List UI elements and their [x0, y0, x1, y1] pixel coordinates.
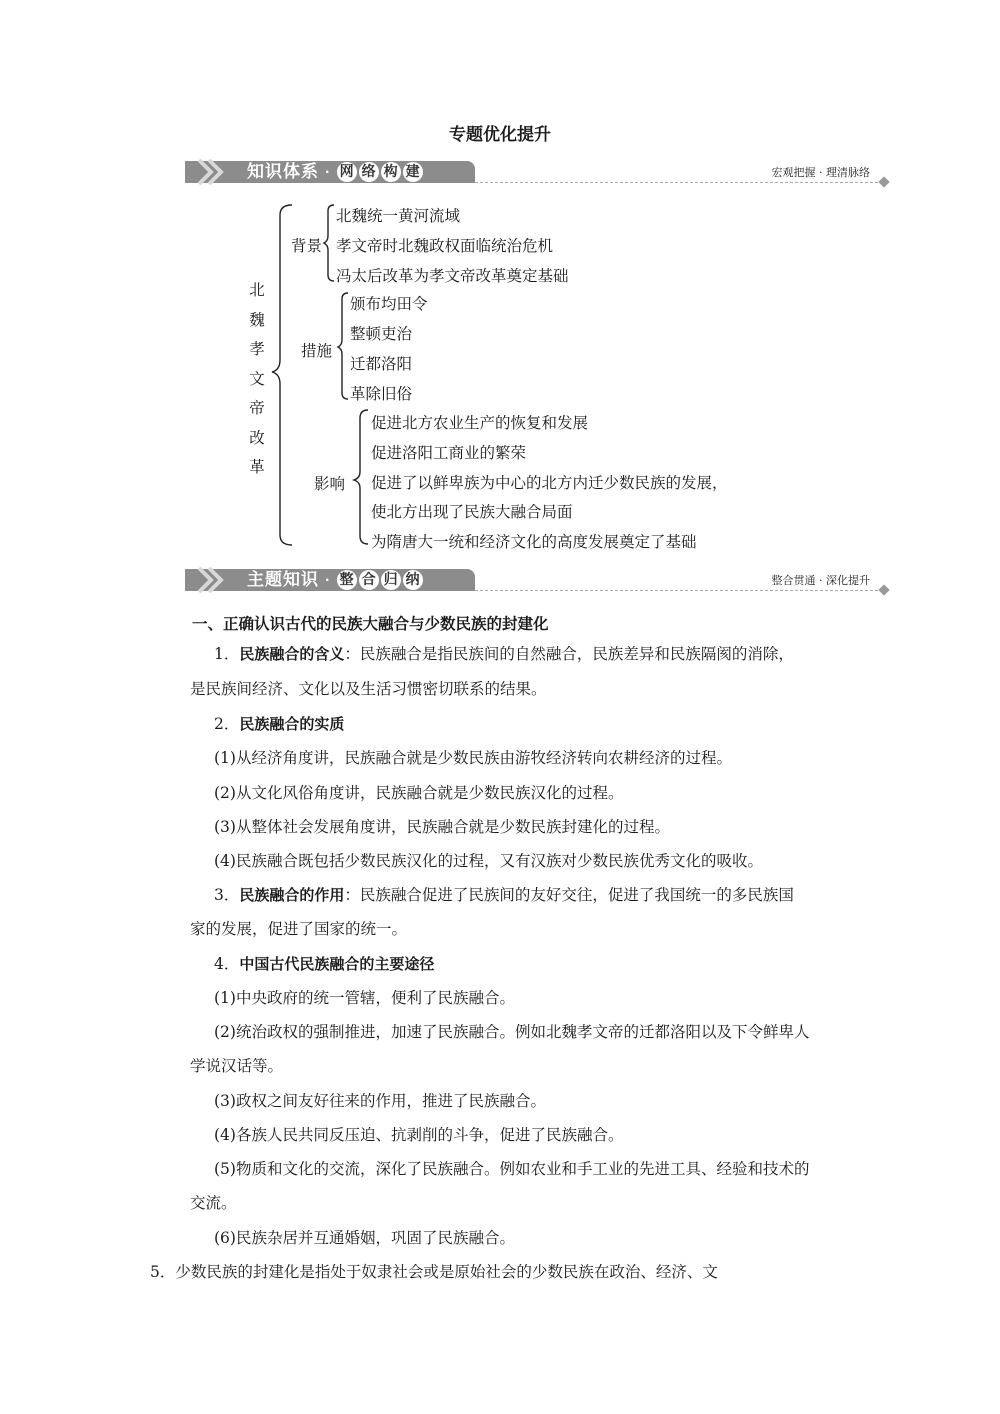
- list-item: (1)从经济角度讲，民族融合就是少数民族由游牧经济转向农耕经济的过程。: [214, 749, 732, 767]
- root-char: 改: [249, 428, 265, 447]
- brace-influence: [354, 410, 368, 544]
- root-char: 文: [249, 369, 265, 388]
- brace-measures: [338, 293, 348, 399]
- list-item: (6)民族杂居并互通婚姻，巩固了民族融合。: [214, 1229, 515, 1247]
- root-char: 帝: [249, 399, 265, 417]
- branch-item: 促进北方农业生产的恢复和发展: [371, 414, 589, 432]
- paragraph-1-cont: 是民族间经济、文化以及生活习惯密切联系的结果。: [190, 680, 547, 698]
- item-text: ：民族融合是指民族间的自然融合，民族差异和民族隔阂的消除，: [344, 645, 794, 663]
- circled-char: 合: [359, 570, 379, 590]
- paragraph-5: 5．少数民族的封建化是指处于奴隶社会或是原始社会的少数民族在政治、经济、文: [150, 1263, 718, 1281]
- section-banner-theme-knowledge: [185, 566, 890, 596]
- paragraph-1: [214, 646, 884, 663]
- banner-title: [247, 569, 425, 591]
- circled-char: 归: [381, 570, 401, 590]
- branch-label-influence: 影响: [314, 475, 346, 493]
- branch-label-background: 背景: [291, 237, 323, 255]
- banner-subtitle: 整合贯通 · 深化提升: [771, 574, 870, 587]
- item-title: 中国古代民族融合的主要途径: [239, 955, 435, 973]
- root-char: 魏: [249, 310, 265, 329]
- branch-item: 使北方出现了民族大融合局面: [371, 503, 573, 521]
- list-item: (5)物质和文化的交流，深化了民族融合。例如农业和手工业的先进工具、经验和技术的: [214, 1160, 810, 1178]
- list-item: (3)政权之间友好往来的作用，推进了民族融合。: [214, 1092, 546, 1110]
- list-item: (2)统治政权的强制推进，加速了民族融合。例如北魏孝文帝的迁都洛阳以及下令鲜卑人: [214, 1023, 810, 1041]
- list-item-cont: 交流。: [190, 1194, 237, 1212]
- item-title: 民族融合的实质: [239, 715, 345, 733]
- circled-char: 建: [403, 162, 423, 182]
- root-char: 北: [249, 281, 265, 299]
- banner-subtitle: 宏观把握 · 理清脉络: [771, 166, 870, 179]
- item-text: ：民族融合促进了民族间的友好交往，促进了我国统一的多民族国: [344, 886, 794, 904]
- double-chevron-icon: [195, 566, 235, 594]
- banner-dot: ·: [325, 165, 331, 179]
- circled-char: 络: [359, 162, 379, 182]
- list-item: (2)从文化风俗角度讲，民族融合就是少数民族汉化的过程。: [214, 784, 624, 802]
- list-item-cont: 学说汉话等。: [190, 1057, 284, 1075]
- branch-item: 迁都洛阳: [350, 355, 413, 373]
- list-item: (4)各族人民共同反压迫、抗剥削的斗争，促进了民族融合。: [214, 1126, 624, 1144]
- brace-background: [324, 205, 334, 281]
- banner-divider: [475, 590, 878, 591]
- brace-main: [272, 205, 292, 545]
- section-heading: 一、正确认识古代的民族大融合与少数民族的封建化: [192, 615, 549, 633]
- branch-item: 促进洛阳工商业的繁荣: [371, 444, 527, 462]
- circled-char: 整: [337, 570, 357, 590]
- paragraph-2: [214, 716, 884, 733]
- branch-item: 冯太后改革为孝文帝改革奠定基础: [336, 267, 569, 285]
- branch-label-measures: 措施: [301, 342, 333, 360]
- branch-item: 促进了以鲜卑族为中心的北方内迁少数民族的发展，: [371, 474, 728, 492]
- branch-item: 北魏统一黄河流域: [336, 207, 461, 225]
- item-number: 4．: [214, 955, 240, 973]
- item-number: 3．: [214, 886, 240, 904]
- paragraph-3-cont: 家的发展，促进了国家的统一。: [190, 920, 408, 938]
- banner-main-label: 知识体系: [247, 162, 319, 182]
- list-item: (4)民族融合既包括少数民族汉化的过程，又有汉族对少数民族优秀文化的吸收。: [214, 852, 763, 870]
- paragraph-3: [214, 887, 884, 904]
- branch-item: 为隋唐大一统和经济文化的高度发展奠定了基础: [371, 533, 697, 551]
- root-char: 孝: [249, 340, 265, 358]
- banner-main-label: 主题知识: [247, 570, 319, 590]
- list-item: (1)中央政府的统一管辖，便利了民族融合。: [214, 989, 515, 1007]
- circled-char: 构: [381, 162, 401, 182]
- paragraph-4: [214, 956, 884, 973]
- branch-item: 孝文帝时北魏政权面临统治危机: [336, 237, 554, 255]
- page-title: 专题优化提升: [449, 125, 551, 145]
- item-title: 民族融合的含义: [239, 645, 345, 663]
- item-number: 2．: [214, 715, 240, 733]
- circled-char: 网: [337, 162, 357, 182]
- root-char: 革: [249, 458, 265, 476]
- circled-char: 纳: [403, 570, 423, 590]
- branch-item: 革除旧俗: [350, 385, 413, 403]
- diamond-icon: [878, 584, 889, 595]
- banner-dot: ·: [325, 573, 331, 587]
- branch-item: 整顿吏治: [350, 325, 413, 343]
- item-number: 1．: [214, 645, 240, 663]
- list-item: (3)从整体社会发展角度讲，民族融合就是少数民族封建化的过程。: [214, 818, 670, 836]
- branch-item: 颁布均田令: [350, 295, 428, 313]
- item-title: 民族融合的作用: [239, 886, 345, 904]
